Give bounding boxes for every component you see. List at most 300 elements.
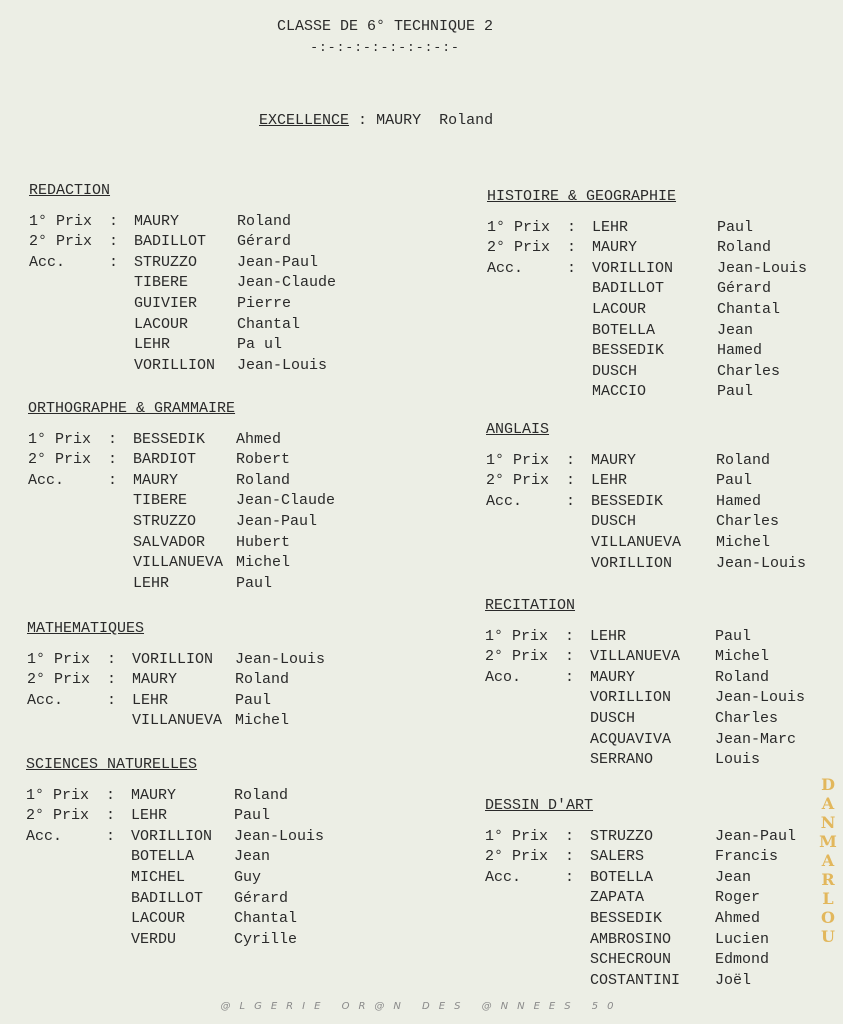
excellence-colon: : (358, 112, 368, 129)
student-surname: VORILLION (134, 356, 216, 374)
award-row (29, 212, 336, 233)
award-rank: 2° Prix (26, 807, 90, 825)
award-rank (485, 950, 565, 971)
award-rank (485, 930, 565, 951)
award-colon (565, 971, 590, 992)
award-rank (29, 335, 109, 356)
award-rank: 2° Prix (487, 239, 551, 257)
award-colon (567, 279, 592, 300)
award-rank (487, 279, 567, 300)
section-heading: RECITATION (485, 597, 576, 614)
student-firstname: Roland (237, 212, 292, 230)
award-rank: 2° Prix (485, 648, 549, 666)
student-surname: VORILLION (591, 554, 673, 572)
award-row (28, 574, 335, 595)
award-colon (108, 491, 133, 512)
award-row (26, 827, 324, 848)
student-firstname: Gérard (237, 233, 292, 251)
student-firstname: Paul (235, 691, 272, 709)
excellence-label: EXCELLENCE (259, 112, 350, 129)
award-row (485, 647, 805, 668)
award-colon (566, 533, 591, 554)
student-surname: MACCIO (592, 383, 647, 401)
award-rank (28, 491, 108, 512)
award-colon: : (106, 827, 116, 845)
award-rank (28, 553, 108, 574)
student-surname: DUSCH (592, 362, 638, 380)
student-surname: AMBROSINO (590, 930, 672, 948)
award-row (487, 259, 807, 280)
student-firstname: Jean-Claude (236, 492, 336, 510)
student-surname: BESSEDIK (590, 909, 663, 927)
award-row (485, 827, 796, 848)
student-firstname: Jean-Paul (237, 253, 319, 271)
award-colon: : (565, 868, 575, 886)
student-surname: STRUZZO (134, 253, 198, 271)
student-firstname: Jean-Louis (716, 554, 807, 572)
award-row (26, 909, 324, 930)
student-firstname: Charles (715, 709, 779, 727)
student-firstname: Jean-Marc (715, 730, 797, 748)
student-surname: COSTANTINI (590, 971, 681, 989)
student-surname: VILLANUEVA (133, 554, 224, 572)
student-surname: DUSCH (590, 709, 636, 727)
award-row (29, 335, 336, 356)
award-rank (28, 574, 108, 595)
student-surname: ZAPATA (590, 889, 645, 907)
student-surname: VORILLION (132, 650, 214, 668)
student-firstname: Ahmed (236, 430, 282, 448)
award-rank (29, 315, 109, 336)
student-firstname: Roger (715, 889, 761, 907)
award-rank (26, 909, 106, 930)
award-rank: 2° Prix (28, 451, 92, 469)
student-firstname: Paul (236, 574, 273, 592)
student-firstname: Charles (717, 362, 781, 380)
student-surname: BOTELLA (131, 848, 195, 866)
award-colon (106, 868, 131, 889)
award-rank: Acc. (487, 259, 524, 277)
student-firstname: Roland (715, 668, 770, 686)
student-firstname: Jean-Louis (235, 650, 326, 668)
award-rank (485, 709, 565, 730)
award-rank (28, 512, 108, 533)
award-rank (27, 711, 107, 732)
award-row (28, 430, 335, 451)
student-firstname: Jean-Louis (234, 827, 325, 845)
student-firstname: Hubert (236, 533, 291, 551)
award-row (29, 232, 336, 253)
award-rank (485, 750, 565, 771)
footer-credit: @LGERIE OR@N DES @NNEES 50 (220, 1001, 623, 1012)
student-surname: VILLANUEVA (132, 712, 223, 730)
award-colon: : (109, 212, 119, 230)
student-surname: MAURY (132, 671, 178, 689)
student-surname: SCHECROUN (590, 951, 672, 969)
award-row (27, 670, 325, 691)
award-rank (28, 533, 108, 554)
award-row (487, 300, 807, 321)
award-row (29, 273, 336, 294)
award-colon (566, 512, 591, 533)
student-firstname: Michel (236, 554, 291, 572)
award-rank (485, 688, 565, 709)
award-rank: 2° Prix (29, 233, 93, 251)
award-rank (485, 909, 565, 930)
student-surname: TIBERE (133, 492, 188, 510)
student-firstname: Paul (717, 383, 754, 401)
award-row (26, 847, 324, 868)
student-firstname: Paul (234, 807, 271, 825)
student-firstname: Gérard (234, 889, 289, 907)
award-colon: : (107, 691, 117, 709)
section-heading: HISTOIRE & GEOGRAPHIE (487, 188, 677, 205)
student-surname: BOTELLA (590, 868, 654, 886)
student-surname: MAURY (133, 471, 179, 489)
student-firstname: Jean-Paul (715, 827, 797, 845)
student-surname: BESSEDIK (591, 492, 664, 510)
student-surname: BESSEDIK (133, 430, 206, 448)
award-row (26, 889, 324, 910)
student-surname: MAURY (590, 668, 636, 686)
award-colon (108, 574, 133, 595)
award-row (485, 888, 796, 909)
award-row (28, 512, 335, 533)
award-row (486, 554, 806, 575)
award-row (487, 218, 807, 239)
section-orthographe (28, 399, 335, 594)
student-firstname: Roland (236, 471, 291, 489)
award-colon (108, 512, 133, 533)
award-colon (567, 321, 592, 342)
award-rank: Acc. (29, 253, 66, 271)
award-colon (106, 930, 131, 951)
award-row (487, 382, 807, 403)
student-firstname: Roland (234, 786, 289, 804)
award-rank (487, 321, 567, 342)
student-firstname: Pierre (237, 294, 292, 312)
award-row (29, 356, 336, 377)
page-title: CLASSE DE 6° TECHNIQUE 2 (276, 18, 494, 35)
award-row (28, 450, 335, 471)
award-rank (26, 889, 106, 910)
award-colon: : (565, 668, 575, 686)
award-rank (29, 273, 109, 294)
award-rank: 1° Prix (485, 827, 549, 845)
award-row (26, 786, 324, 807)
student-firstname: Roland (716, 451, 771, 469)
award-colon (567, 300, 592, 321)
award-rank: 1° Prix (26, 786, 90, 804)
student-surname: LEHR (133, 574, 170, 592)
award-colon (109, 315, 134, 336)
award-colon (565, 688, 590, 709)
award-row (486, 512, 806, 533)
award-row (485, 950, 796, 971)
award-row (485, 688, 805, 709)
award-colon: : (567, 239, 577, 257)
award-colon (108, 553, 133, 574)
student-surname: ACQUAVIVA (590, 730, 672, 748)
student-surname: LEHR (131, 807, 168, 825)
section-heading: MATHEMATIQUES (27, 620, 145, 637)
award-row (486, 492, 806, 513)
award-colon (106, 889, 131, 910)
student-surname: LEHR (134, 336, 171, 354)
student-surname: VORILLION (131, 827, 213, 845)
section-heading: ANGLAIS (486, 421, 550, 438)
student-surname: TIBERE (134, 274, 189, 292)
award-colon (567, 382, 592, 403)
award-colon (565, 930, 590, 951)
student-surname: BADILLOT (131, 889, 204, 907)
award-row (485, 668, 805, 689)
award-colon (566, 554, 591, 575)
student-surname: LACOUR (131, 910, 186, 928)
award-colon (565, 709, 590, 730)
award-rank (486, 533, 566, 554)
award-rank: 1° Prix (487, 218, 551, 236)
student-firstname: Michel (235, 712, 290, 730)
award-colon (106, 909, 131, 930)
student-surname: MAURY (592, 239, 638, 257)
student-surname: MAURY (134, 212, 180, 230)
title-decoration: -:-:-:-:-:-:-:-:- (310, 40, 460, 55)
student-surname: LACOUR (134, 315, 189, 333)
section-redaction (29, 181, 336, 376)
student-firstname: Paul (717, 218, 754, 236)
award-rank (26, 847, 106, 868)
student-firstname: Jean-Louis (717, 259, 808, 277)
award-rank: Acc. (486, 492, 523, 510)
excellence-name: MAURY Roland (376, 112, 494, 129)
award-colon: : (565, 648, 575, 666)
student-firstname: Robert (236, 451, 291, 469)
student-surname: VORILLION (590, 689, 672, 707)
student-firstname: Jean-Louis (715, 689, 806, 707)
student-surname: LEHR (132, 691, 169, 709)
award-row (487, 321, 807, 342)
award-colon (109, 294, 134, 315)
student-surname: VILLANUEVA (591, 533, 682, 551)
award-row (486, 451, 806, 472)
student-firstname: Lucien (715, 930, 770, 948)
student-firstname: Michel (716, 533, 771, 551)
student-surname: MAURY (591, 451, 637, 469)
student-firstname: Pa ul (237, 336, 283, 354)
award-rank (487, 341, 567, 362)
student-firstname: Gérard (717, 280, 772, 298)
award-rank (26, 868, 106, 889)
award-row (485, 709, 805, 730)
award-colon (565, 909, 590, 930)
student-surname: VERDU (131, 930, 177, 948)
student-firstname: Jean-Paul (236, 512, 318, 530)
award-rank (487, 300, 567, 321)
student-firstname: Jean-Claude (237, 274, 337, 292)
award-row (28, 533, 335, 554)
student-firstname: Michel (715, 648, 770, 666)
student-firstname: Roland (717, 239, 772, 257)
student-firstname: Chantal (717, 300, 781, 318)
section-histoire-geographie (487, 187, 807, 403)
award-row (485, 750, 805, 771)
award-colon (565, 730, 590, 751)
award-rank: 1° Prix (27, 650, 91, 668)
student-surname: BADILLOT (592, 280, 665, 298)
award-row (485, 930, 796, 951)
award-row (486, 471, 806, 492)
award-colon: : (108, 471, 118, 489)
award-rank: Acc. (26, 827, 63, 845)
student-surname: LACOUR (592, 300, 647, 318)
student-surname: STRUZZO (590, 827, 654, 845)
section-anglais (486, 420, 806, 574)
award-rank: 1° Prix (29, 212, 93, 230)
student-surname: LEHR (590, 627, 627, 645)
student-firstname: Edmond (715, 951, 770, 969)
award-rank (487, 362, 567, 383)
award-colon: : (566, 492, 576, 510)
award-rank (485, 730, 565, 751)
award-colon: : (107, 650, 117, 668)
award-row (26, 930, 324, 951)
student-firstname: Chantal (234, 910, 298, 928)
award-colon: : (566, 451, 576, 469)
section-recitation (485, 596, 805, 771)
section-heading: SCIENCES NATURELLES (26, 756, 198, 773)
award-row (26, 868, 324, 889)
award-colon: : (106, 786, 116, 804)
student-firstname: Paul (716, 472, 753, 490)
student-firstname: Ahmed (715, 909, 761, 927)
student-surname: BOTELLA (592, 321, 656, 339)
student-firstname: Jean (715, 868, 752, 886)
student-firstname: Hamed (717, 342, 763, 360)
award-rank (486, 554, 566, 575)
award-colon: : (107, 671, 117, 689)
award-row (485, 627, 805, 648)
award-colon (108, 533, 133, 554)
award-colon (109, 273, 134, 294)
award-rank: 2° Prix (27, 671, 91, 689)
award-colon (567, 362, 592, 383)
section-heading: REDACTION (29, 182, 111, 199)
award-colon: : (566, 472, 576, 490)
award-rank (26, 930, 106, 951)
award-rank (29, 294, 109, 315)
award-row (485, 971, 796, 992)
award-row (28, 471, 335, 492)
student-firstname: Jean (234, 848, 271, 866)
award-row (27, 650, 325, 671)
student-surname: BARDIOT (133, 451, 197, 469)
student-surname: STRUZZO (133, 512, 197, 530)
award-colon: : (567, 259, 577, 277)
award-colon (106, 847, 131, 868)
student-firstname: Paul (715, 627, 752, 645)
student-surname: BESSEDIK (592, 342, 665, 360)
award-colon: : (108, 430, 118, 448)
award-rank (487, 382, 567, 403)
award-rank: Acc. (485, 868, 522, 886)
award-colon: : (567, 218, 577, 236)
award-rank: Acc. (27, 691, 64, 709)
award-rank (485, 888, 565, 909)
section-sciences-naturelles (26, 755, 324, 950)
award-row (485, 730, 805, 751)
award-colon (565, 750, 590, 771)
student-surname: VILLANUEVA (590, 648, 681, 666)
student-surname: LEHR (591, 472, 628, 490)
student-surname: SALERS (590, 848, 645, 866)
student-firstname: Chantal (237, 315, 301, 333)
award-row (487, 341, 807, 362)
award-colon: : (108, 451, 118, 469)
award-colon (109, 356, 134, 377)
student-firstname: Louis (715, 751, 761, 769)
award-colon: : (109, 253, 119, 271)
award-row (29, 253, 336, 274)
award-rank: 1° Prix (485, 627, 549, 645)
student-surname: DUSCH (591, 513, 637, 531)
student-firstname: Jean (717, 321, 754, 339)
award-rank: 2° Prix (486, 472, 550, 490)
award-colon (107, 711, 132, 732)
award-colon (567, 341, 592, 362)
student-firstname: Roland (235, 671, 290, 689)
award-row (27, 711, 325, 732)
award-rank: Acc. (28, 471, 65, 489)
award-row (26, 806, 324, 827)
award-rank (29, 356, 109, 377)
award-rank: 1° Prix (28, 430, 92, 448)
award-rank (485, 971, 565, 992)
student-firstname: Guy (234, 868, 262, 886)
award-rank: 2° Prix (485, 848, 549, 866)
student-surname: MICHEL (131, 868, 186, 886)
award-rank: 1° Prix (486, 451, 550, 469)
award-row (28, 491, 335, 512)
award-rank: Aco. (485, 668, 522, 686)
section-mathematiques (27, 619, 325, 732)
section-heading: DESSIN D'ART (485, 797, 594, 814)
student-surname: SALVADOR (133, 533, 206, 551)
award-colon: : (565, 827, 575, 845)
student-surname: VORILLION (592, 259, 674, 277)
award-row (28, 553, 335, 574)
award-colon: : (565, 848, 575, 866)
section-heading: ORTHOGRAPHE & GRAMMAIRE (28, 400, 236, 417)
student-firstname: Francis (715, 848, 779, 866)
section-dessin-art (485, 796, 796, 991)
award-row (485, 909, 796, 930)
award-colon: : (109, 233, 119, 251)
student-firstname: Charles (716, 513, 780, 531)
award-row (29, 315, 336, 336)
award-colon (109, 335, 134, 356)
award-row (485, 868, 796, 889)
award-colon: : (106, 807, 116, 825)
watermark: DANMARLOU (819, 775, 837, 946)
student-firstname: Jean-Louis (237, 356, 328, 374)
award-row (29, 294, 336, 315)
award-row (486, 533, 806, 554)
student-firstname: Joël (715, 971, 752, 989)
award-row (487, 362, 807, 383)
student-firstname: Cyrille (234, 930, 298, 948)
award-row (485, 847, 796, 868)
